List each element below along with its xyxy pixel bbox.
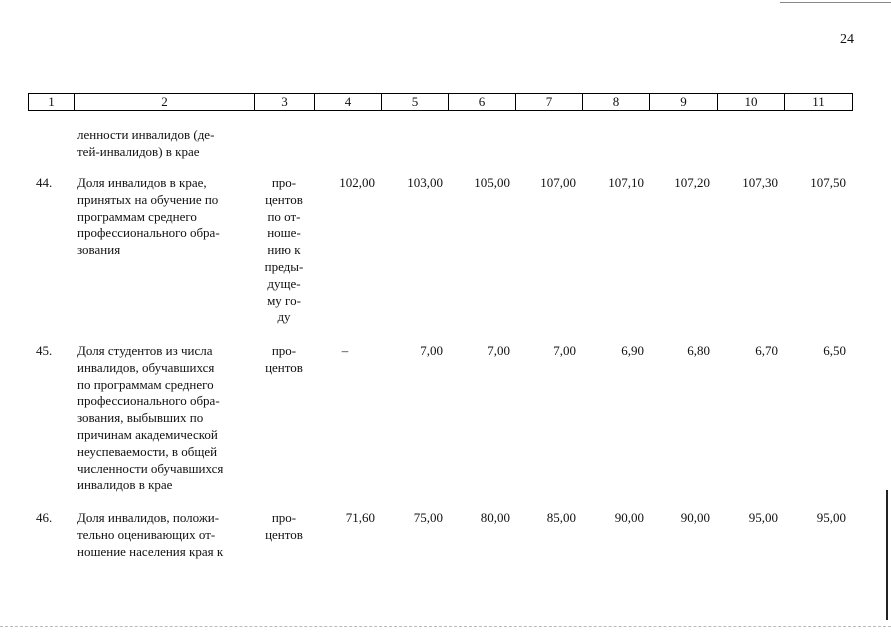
row-description: Доля инвалидов, положи- тельно оценивающих от- ношение населения края к bbox=[77, 510, 224, 559]
row-description: Доля студентов из числа инвалидов, обучавшихся по программам среднего профессионального обра- зования, выбывших по причинам академической неуспеваемости, в общей численности обучавшихся инвалидов в крае bbox=[77, 343, 224, 493]
value-col-6: 105,00 bbox=[474, 175, 510, 190]
value-col-11: 95,00 bbox=[816, 510, 846, 525]
row-unit: про- центов bbox=[265, 343, 303, 375]
value-col-5: 7,00 bbox=[420, 343, 443, 358]
value-col-5: 103,00 bbox=[407, 175, 443, 190]
header-col-3: 3 bbox=[255, 94, 315, 111]
row-unit: про- центов bbox=[265, 510, 303, 542]
header-col-8: 8 bbox=[583, 94, 650, 111]
value-col-9: 90,00 bbox=[680, 510, 710, 525]
value-col-7: 85,00 bbox=[546, 510, 576, 525]
value-col-8: 90,00 bbox=[614, 510, 644, 525]
row-number: 44. bbox=[36, 175, 53, 190]
value-col-6: 80,00 bbox=[480, 510, 510, 525]
header-col-4: 4 bbox=[315, 94, 382, 111]
value-col-4: 71,60 bbox=[345, 510, 375, 525]
header-col-5: 5 bbox=[382, 94, 449, 111]
header-col-7: 7 bbox=[516, 94, 583, 111]
value-col-7: 7,00 bbox=[553, 343, 576, 358]
row-number: 45. bbox=[36, 343, 53, 358]
value-col-4: – bbox=[341, 343, 349, 358]
value-col-10: 107,30 bbox=[742, 175, 778, 190]
row-number: 46. bbox=[36, 510, 53, 525]
value-col-11: 107,50 bbox=[810, 175, 846, 190]
value-col-8: 6,90 bbox=[621, 343, 644, 358]
header-col-9: 9 bbox=[650, 94, 718, 111]
value-col-4: 102,00 bbox=[339, 175, 375, 190]
header-col-10: 10 bbox=[718, 94, 785, 111]
row-description: Доля инвалидов в крае, принятых на обучение по программам среднего профессионального обра- зования bbox=[77, 175, 220, 258]
value-col-10: 95,00 bbox=[748, 510, 778, 525]
header-row bbox=[29, 94, 853, 111]
value-col-9: 6,80 bbox=[687, 343, 710, 358]
value-col-8: 107,10 bbox=[608, 175, 644, 190]
column-number-header bbox=[28, 93, 853, 111]
value-col-11: 6,50 bbox=[823, 343, 846, 358]
scan-edge-shadow bbox=[886, 490, 888, 620]
value-col-5: 75,00 bbox=[413, 510, 443, 525]
top-edge-rule bbox=[780, 2, 891, 3]
bottom-edge-rule bbox=[0, 626, 891, 627]
header-col-1: 1 bbox=[29, 94, 75, 111]
value-col-9: 107,20 bbox=[674, 175, 710, 190]
header-col-6: 6 bbox=[449, 94, 516, 111]
continuation-text: ленности инвалидов (де- тей-инвалидов) в крае bbox=[77, 127, 215, 159]
page-number: 24 bbox=[840, 32, 854, 47]
value-col-10: 6,70 bbox=[755, 343, 778, 358]
row-unit: про- центов по от- ноше- нию к преды- дуще- му го- ду bbox=[264, 175, 304, 325]
value-col-7: 107,00 bbox=[540, 175, 576, 190]
header-col-2: 2 bbox=[75, 94, 255, 111]
value-col-6: 7,00 bbox=[487, 343, 510, 358]
header-col-11: 11 bbox=[785, 94, 853, 111]
